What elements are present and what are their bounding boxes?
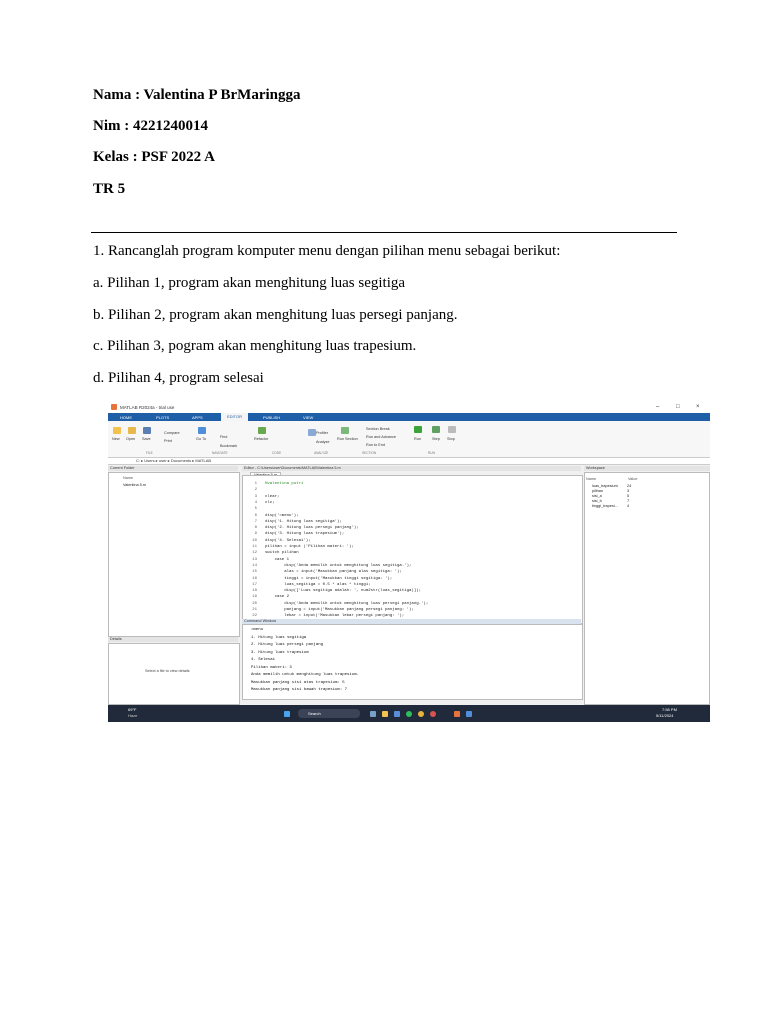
line-number: 19: [252, 595, 257, 600]
address-bar[interactable]: C: ▸ Users ▸ user ▸ Documents ▸ MATLAB: [108, 458, 710, 465]
line-number: 22: [252, 614, 257, 619]
run-section-button[interactable]: Run Section: [337, 437, 358, 441]
question-main: 1. Rancanglah program komputer menu dengan pilihan menu sebagai berikut:: [93, 243, 561, 259]
taskview-icon[interactable]: [370, 711, 376, 717]
line-number: 7: [254, 519, 257, 524]
goto-icon[interactable]: [198, 427, 206, 434]
line-number: 14: [252, 563, 257, 568]
code-line: disp('4. Selesai');: [265, 538, 311, 543]
start-icon[interactable]: [284, 711, 290, 717]
app-icon[interactable]: [430, 711, 436, 717]
line-number: 2: [254, 488, 257, 493]
step-button[interactable]: Step: [432, 437, 440, 441]
run-button[interactable]: Run: [414, 437, 421, 441]
command-output-line: 3. Hitung luas trapesium: [251, 650, 309, 655]
tab-view[interactable]: VIEW: [303, 415, 314, 420]
student-name: Nama : Valentina P BrMaringga: [93, 87, 301, 103]
new-button[interactable]: New: [112, 437, 120, 441]
workspace-var-name[interactable]: tinggi_trapesi...: [592, 504, 618, 508]
workspace-var-value: 5: [627, 494, 630, 498]
tab-editor[interactable]: EDITOR: [221, 413, 248, 421]
analyze-button[interactable]: Analyze: [316, 440, 330, 444]
tab-plots[interactable]: PLOTS: [156, 415, 170, 420]
current-folder-header: Current Folder: [108, 466, 238, 471]
code-line: case 1: [265, 557, 290, 562]
run-section-icon[interactable]: [341, 427, 349, 434]
details-pane: [108, 643, 240, 705]
code-line: luas_segitiga = 0.5 * alas * tinggi;: [265, 582, 371, 587]
command-output-line: Masukkan panjang sisi bawah trapesium: 7: [251, 688, 348, 692]
command-output-line: =menu: [251, 628, 264, 632]
command-window-header: Command Window: [242, 619, 581, 624]
group-file: FILE: [146, 451, 153, 455]
open-icon[interactable]: [128, 427, 136, 434]
current-folder-pane: [108, 472, 240, 637]
workspace-var-value: 7: [627, 499, 630, 503]
save-icon[interactable]: [143, 427, 151, 434]
workspace-var-value: 4: [627, 504, 630, 508]
code-line: lebar = input('Masukkan lebar persegi panjang: ');: [265, 614, 405, 619]
line-number: 9: [254, 532, 257, 537]
line-number: 12: [252, 551, 257, 556]
workspace-col-value[interactable]: Value: [628, 477, 638, 481]
code-line: disp(['Luas segitiga adalah: ', num2str(luas_segitiga)]);: [265, 589, 422, 594]
new-icon[interactable]: [113, 427, 121, 434]
line-number: 3: [254, 494, 257, 499]
code-line: disp('Anda memilih untuk menghitung luas persegi panjang.');: [265, 601, 429, 606]
weather-temp[interactable]: 69°F: [128, 707, 137, 712]
matlab-taskbar-icon[interactable]: [454, 711, 460, 717]
question-option-d: d. Pilihan 4, program selesai: [93, 370, 264, 386]
workspace-var-name[interactable]: pilihan: [592, 489, 603, 493]
divider: [91, 232, 677, 233]
line-number: 21: [252, 608, 257, 612]
run-advance-button[interactable]: Run and Advance: [366, 435, 396, 439]
goto-button[interactable]: Go To: [196, 437, 207, 441]
section-break-button[interactable]: Section Break: [366, 427, 390, 431]
save-button[interactable]: Save: [142, 437, 151, 441]
student-class: Kelas : PSF 2022 A: [93, 149, 215, 165]
details-placeholder: Select a file to view details: [145, 669, 190, 673]
clock-date[interactable]: 5/11/2024: [656, 713, 674, 718]
folder-column-name[interactable]: Name: [123, 476, 134, 480]
code-line: %valentina putri: [265, 482, 304, 486]
code-line: alas = input('Masukkan panjang alas segitiga: ');: [265, 570, 402, 575]
code-line: case 2: [265, 595, 290, 600]
taskbar-search[interactable]: [298, 709, 360, 718]
command-output-line: Pilihan materi: 3: [251, 665, 292, 670]
code-line: tinggi = input('Masukkan tinggi segitiga: ');: [265, 576, 393, 581]
workspace-header: Workspace: [584, 466, 710, 471]
open-button[interactable]: Open: [126, 437, 136, 441]
store-icon[interactable]: [394, 711, 400, 717]
question-option-a: a. Pilihan 1, program akan menghitung luas segitiga: [93, 275, 406, 291]
whatsapp-icon[interactable]: [406, 711, 412, 717]
line-number: 10: [252, 538, 257, 543]
line-number: 8: [254, 526, 257, 531]
line-number: 15: [252, 570, 257, 575]
code-line: disp('1. Hitung luas segitiga');: [265, 519, 342, 524]
assignment-id: TR 5: [93, 181, 126, 197]
code-line: panjang = input('Masukkan panjang persegi panjang: ');: [265, 608, 414, 612]
find-button[interactable]: Find: [220, 435, 228, 439]
stop-icon[interactable]: [448, 426, 456, 433]
clock-time[interactable]: 7:58 PM: [662, 707, 677, 712]
maximize-icon[interactable]: □: [676, 404, 680, 410]
group-run: RUN: [428, 451, 435, 455]
tab-apps[interactable]: APPS: [192, 415, 203, 420]
profiler-button[interactable]: Profiler: [316, 431, 329, 435]
group-navigate: NAVIGATE: [212, 451, 228, 455]
workspace-var-value: 24: [627, 484, 632, 488]
close-icon[interactable]: ×: [696, 404, 700, 410]
command-window[interactable]: [242, 624, 583, 700]
print-button[interactable]: Print: [164, 439, 172, 443]
line-number: 20: [252, 601, 257, 606]
stop-button[interactable]: Stop: [447, 437, 455, 441]
code-line: clear;: [265, 494, 280, 499]
code-line: disp('3. Hitung luas trapesium');: [265, 532, 345, 537]
step-icon[interactable]: [432, 426, 440, 433]
profiler-icon[interactable]: [308, 429, 316, 436]
editor-header: Editor - C:\Users\user\Documents\MATLAB\Valentina 5.m: [242, 466, 581, 471]
student-nim: Nim : 4221240014: [93, 118, 208, 134]
line-number: 17: [252, 582, 257, 587]
code-line: disp('Anda memilih untuk menghitung luas segitiga.');: [265, 563, 412, 568]
question-option-b: b. Pilihan 2, program akan menghitung luas persegi panjang.: [93, 307, 458, 323]
code-line: switch pilihan: [265, 551, 299, 556]
matlab-logo-icon: [111, 404, 117, 410]
run-icon[interactable]: [414, 426, 422, 433]
line-number: 13: [252, 557, 257, 562]
matlab-screenshot: [108, 402, 710, 722]
line-number: 5: [254, 507, 257, 512]
refactor-button[interactable]: Refactor: [254, 437, 269, 441]
code-line: disp('2. Hitung luas persegi panjang');: [265, 526, 359, 531]
command-output-line: Masukkan panjang sisi atas trapesium: 5: [251, 680, 345, 685]
code-line: pilihan = input ('Pilihan materi: ');: [265, 545, 354, 549]
minimize-icon[interactable]: –: [656, 404, 660, 410]
workspace-var-name[interactable]: sisi_a: [592, 494, 602, 498]
matlab-titlebar: [108, 402, 710, 413]
weather-text: Haze: [128, 713, 138, 718]
tab-publish[interactable]: PUBLISH: [263, 415, 281, 420]
question-option-c: c. Pilihan 3, pogram akan menghitung luas trapesium.: [93, 338, 417, 354]
line-number: 16: [252, 576, 257, 581]
app2-icon[interactable]: [466, 711, 472, 717]
command-output-line: 2. Hitung luas persegi panjang: [251, 643, 324, 647]
workspace-var-name[interactable]: sisi_b: [592, 499, 602, 503]
chrome-icon[interactable]: [418, 711, 424, 717]
workspace-col-name[interactable]: Name: [586, 477, 597, 481]
code-line: clc;: [265, 500, 275, 505]
code-editor[interactable]: [242, 475, 583, 624]
code-line: disp('=menu');: [265, 513, 299, 518]
line-number: 1: [254, 482, 257, 486]
group-code: CODE: [272, 451, 282, 455]
workspace-var-name[interactable]: luas_trapesium: [592, 484, 618, 488]
taskbar-search-label: Search: [308, 711, 321, 716]
command-output-line: 4. Selesai: [251, 658, 276, 662]
group-analyze: ANALYZE: [314, 451, 329, 455]
folder-file-item[interactable]: Valentina 5.m: [123, 483, 146, 487]
command-output-line: Anda memilih untuk menghitung luas trapesium.: [251, 673, 360, 677]
command-output-line: 1. Hitung luas segitiga: [251, 635, 307, 640]
tab-home[interactable]: HOME: [120, 415, 132, 420]
workspace-var-value: 3: [627, 489, 630, 493]
window-title: MATLAB R2024a - trial use: [120, 405, 175, 410]
line-number: 18: [252, 589, 257, 594]
group-section: SECTION: [362, 451, 377, 455]
details-header: Details: [108, 637, 238, 642]
file-explorer-icon[interactable]: [382, 711, 388, 717]
refactor-icon[interactable]: [258, 427, 266, 434]
line-number: 4: [254, 500, 257, 505]
bookmark-button[interactable]: Bookmark: [220, 444, 238, 448]
ribbon-tabs: [108, 413, 710, 421]
line-number: 11: [252, 545, 257, 549]
run-to-end-button[interactable]: Run to End: [366, 443, 385, 447]
line-number: 6: [254, 513, 257, 518]
compare-button[interactable]: Compare: [164, 431, 180, 435]
